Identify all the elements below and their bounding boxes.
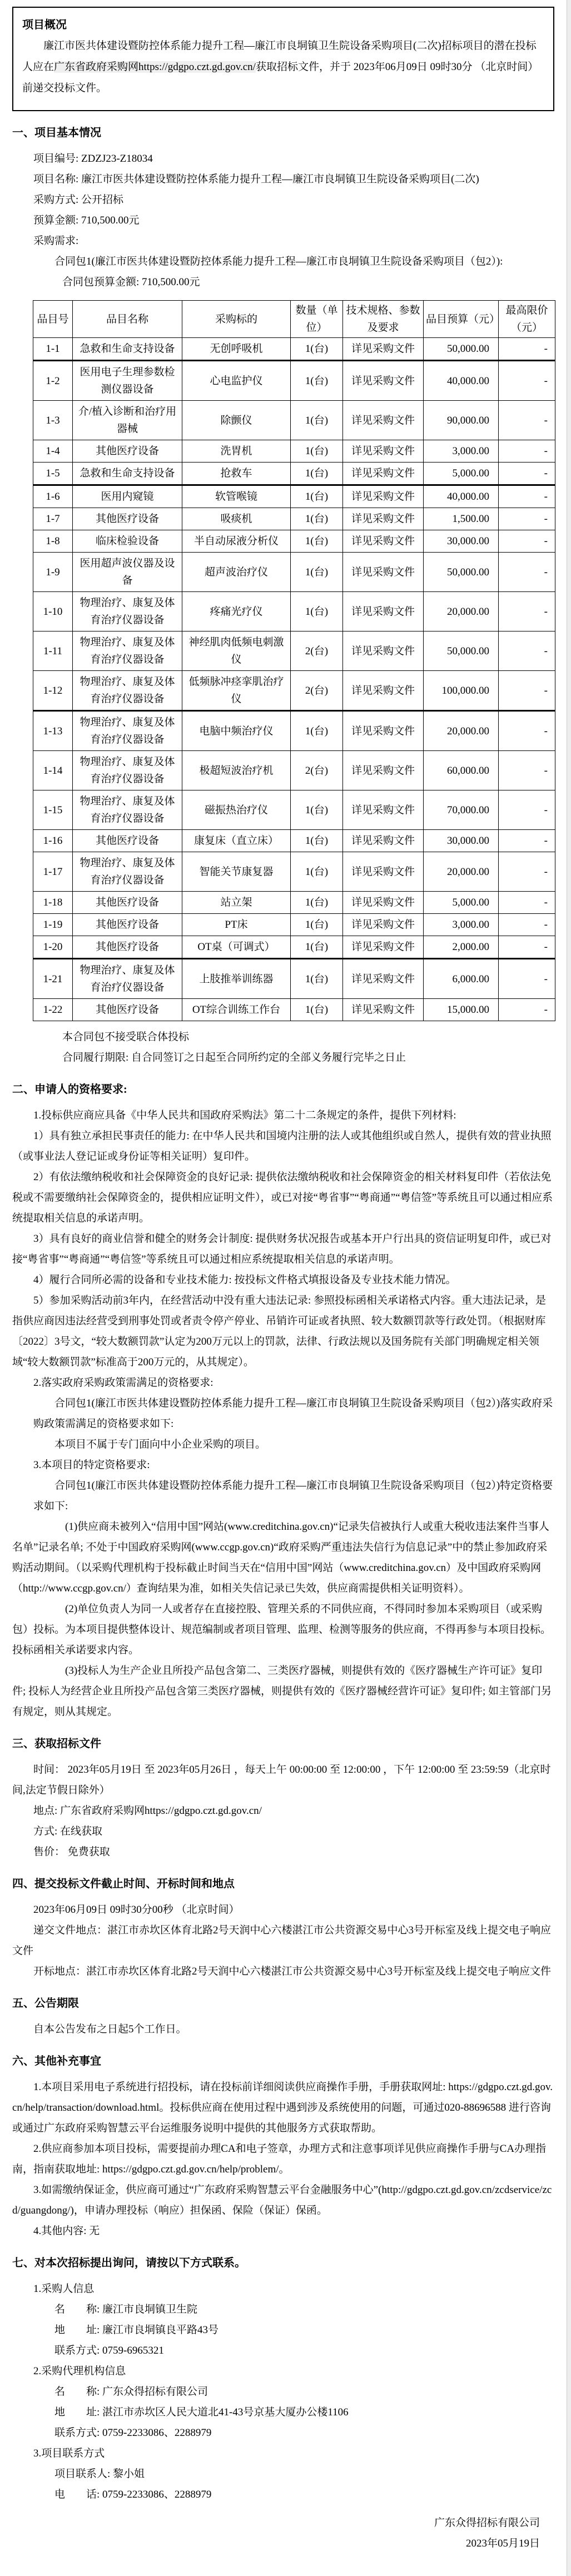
table-row <box>33 631 555 671</box>
cell-procurement-target: 抢救车 <box>182 463 291 485</box>
cell-quantity: 1(台) <box>291 485 343 508</box>
paragraph: (2)单位负责人为同一人或者存在直接控股、管理关系的不同供应商，不得同时参加本采购项目（或采购包）投标。为本项目提供整体设计、规范编制或者项目管理、监理、检测等服务的供应商，不得再参与本项目投标。投标函相关承诺要求内容。 <box>12 1603 552 1656</box>
paragraph: 自本公告发布之日起5个工作日。 <box>33 2023 187 2035</box>
paragraph: 1）具有独立承担民事责任的能力: 在中华人民共和国境内注册的法人或其他组织或自然人，提供有效的营业执照（或事业法人登记证或身份证等相关证明）复印件。 <box>12 1130 552 1162</box>
cell-quantity: 2(台) <box>291 631 343 671</box>
cell-spec: 详见采购文件 <box>343 711 424 751</box>
cell-budget: 3,000.00 <box>424 914 499 936</box>
items-table-header-row <box>33 301 555 338</box>
cell-item-name: 其他医疗设备 <box>73 892 182 914</box>
cell-max-price: - <box>499 463 555 485</box>
paragraph: 4）履行合同所必需的设备和专业技术能力: 按投标文件格式填报设备及专业技术能力情况。 <box>33 1274 456 1286</box>
cell-item-no: 1-14 <box>33 751 73 790</box>
cell-item-no: 1-10 <box>33 592 73 631</box>
cell-procurement-target: OT桌（可调式） <box>182 936 291 959</box>
cell-procurement-target: 洗胃机 <box>182 440 291 463</box>
table-row <box>33 592 555 631</box>
paragraph: 合同包1(廉江市医共体建设暨防控体系能力提升工程—廉江市良垌镇卫生院设备采购项目（包2）)落实政府采购政策需满足的资格要求如下: <box>33 1398 553 1430</box>
items-table-header-cell: 品目名称 <box>73 301 182 338</box>
cell-spec: 详见采购文件 <box>343 508 424 530</box>
items-table-header-cell: 品目预算（元） <box>424 301 499 338</box>
cell-procurement-target: 磁振热治疗仪 <box>182 790 291 830</box>
paragraph: (3)投标人为生产企业且所投产品包含第二、三类医疗器械，则提供有效的《医疗器械生产许可证》复印件; 投标人为经营企业且所投产品包含第三类医疗器械，则提供有效的《医疗器械经营许可证》复印件; 如主管部门另有规定，则从其规定。 <box>12 1665 552 1718</box>
cell-spec: 详见采购文件 <box>343 592 424 631</box>
paragraph: 4.其他内容: 无 <box>33 2225 100 2237</box>
paragraph: 1.本项目采用电子系统进行招投标，请在投标前详细阅读供应商操作手册，手册获取网址: https://gdgpo.czt.gd.gov.cn/help/transaction/download.html。投标供应商在使用过程中遇到涉及系统使用的问题，可通过020-88696588 进行咨询或通过广东政府采购智慧云平台运维服务说明中提供的其他服务方式获取帮助。 <box>12 2081 553 2134</box>
paragraph: 开标地点：湛江市赤坎区体育北路2号天润中心六楼湛江市公共资源交易中心3号开标室及线上提交电子响应文件 <box>33 1966 552 1977</box>
items-table-header-cell: 技术规格、参数及要求 <box>343 301 424 338</box>
cell-budget: 50,000.00 <box>424 553 499 592</box>
cell-budget: 15,000.00 <box>424 999 499 1021</box>
cell-procurement-target: 除颤仪 <box>182 401 291 440</box>
cell-quantity: 1(台) <box>291 508 343 530</box>
cell-max-price: - <box>499 671 555 711</box>
cell-budget: 20,000.00 <box>424 852 499 892</box>
cell-quantity: 1(台) <box>291 830 343 852</box>
cell-item-no: 1-15 <box>33 790 73 830</box>
agency-signature: 广东众得招标有限公司 <box>434 2517 540 2529</box>
cell-item-name: 物理治疗、康复及体育治疗仪器设备 <box>73 592 182 631</box>
cell-budget: 2,000.00 <box>424 936 499 959</box>
cell-quantity: 2(台) <box>291 751 343 790</box>
cell-max-price: - <box>499 592 555 631</box>
section1-paragraphs <box>12 148 554 292</box>
cell-spec: 详见采购文件 <box>343 999 424 1021</box>
cell-budget: 60,000.00 <box>424 751 499 790</box>
cell-max-price: - <box>499 936 555 959</box>
paragraph: 电 话: 0759-2233086、2288979 <box>54 2489 212 2500</box>
cell-item-no: 1-7 <box>33 508 73 530</box>
paragraph: 合同包1(廉江市医共体建设暨防控体系能力提升工程—廉江市良垌镇卫生院设备采购项目（包2）): <box>54 256 503 267</box>
table-row <box>33 830 555 852</box>
paragraph: 2023年06月09日 09时30分00秒 （北京时间） <box>33 1904 240 1916</box>
section6-paragraphs <box>12 2077 554 2241</box>
items-table-body <box>33 338 555 1021</box>
paragraph: 3.如需缴纳保证金，供应商可通过“广东政府采购智慧云平台金融服务中心”(http://gdgpo.czt.gd.gov.cn/zcdservice/zcd/guangdong/)，申请办理投标（响应）担保函、保险（保证）保函。 <box>12 2184 552 2216</box>
cell-quantity: 1(台) <box>291 338 343 361</box>
announcement-date: 2023年05月19日 <box>465 2538 540 2549</box>
cell-spec: 详见采购文件 <box>343 959 424 999</box>
section1-heading: 一、项目基本情况 <box>12 127 101 139</box>
cell-item-name: 物理治疗、康复及体育治疗仪器设备 <box>73 790 182 830</box>
cell-quantity: 1(台) <box>291 711 343 751</box>
table-row <box>33 914 555 936</box>
cell-spec: 详见采购文件 <box>343 830 424 852</box>
paragraph: 项目编号: ZDZJ23-Z18034 <box>33 153 153 165</box>
cell-item-no: 1-13 <box>33 711 73 751</box>
cell-item-no: 1-19 <box>33 914 73 936</box>
cell-procurement-target: 心电监护仪 <box>182 361 291 401</box>
table-row <box>33 671 555 711</box>
table-row <box>33 361 555 401</box>
paragraph: 递交文件地点：湛江市赤坎区体育北路2号天润中心六楼湛江市公共资源交易中心3号开标室及线上提交电子响应文件 <box>12 1924 552 1957</box>
cell-procurement-target: 超声波治疗仪 <box>182 553 291 592</box>
cell-item-no: 1-5 <box>33 463 73 485</box>
cell-procurement-target: 康复床（直立床） <box>182 830 291 852</box>
cell-procurement-target: 电脑中频治疗仪 <box>182 711 291 751</box>
cell-item-no: 1-4 <box>33 440 73 463</box>
cell-quantity: 1(台) <box>291 553 343 592</box>
paragraph: 采购方式: 公开招标 <box>33 194 124 206</box>
cell-budget: 50,000.00 <box>424 631 499 671</box>
cell-spec: 详见采购文件 <box>343 936 424 959</box>
cell-spec: 详见采购文件 <box>343 892 424 914</box>
paragraph: 时间： 2023年05月19日 至 2023年05月26日 ，每天上午 00:00:00 至 12:00:00 ，下午 12:00:00 至 23:59:59（北京时间,法定节假日除外） <box>12 1764 551 1796</box>
cell-max-price: - <box>499 999 555 1021</box>
cell-max-price: - <box>499 508 555 530</box>
paragraph: 采购需求: <box>33 235 79 247</box>
section2-paragraphs <box>12 1105 554 1722</box>
cell-budget: 1,500.00 <box>424 508 499 530</box>
cell-procurement-target: 半自动尿液分析仪 <box>182 530 291 553</box>
cell-quantity: 1(台) <box>291 999 343 1021</box>
cell-quantity: 1(台) <box>291 914 343 936</box>
cell-quantity: 1(台) <box>291 852 343 892</box>
overview-paragraph <box>22 36 544 99</box>
paragraph: 5）参加采购活动前3年内，在经营活动中没有重大违法记录: 参照投标函相关承诺格式内容。重大违法记录，是指供应商因违法经营受到刑事处罚或者责令停产停业、吊销许可证或者执照、较大数额罚款等行政处罚。（根据财库〔2022〕3号文，“较大数额罚款”认定为200万元以上的罚款，法律、行政法规以及国务院有关部门明确规定相关领域“较大数额罚款”标准高于200万元的，从其规定）。 <box>12 1295 547 1368</box>
paragraph: 方式: 在线获取 <box>33 1826 103 1837</box>
cell-quantity: 1(台) <box>291 790 343 830</box>
cell-spec: 详见采购文件 <box>343 671 424 711</box>
section3-heading: 三、获取招标文件 <box>12 1738 101 1750</box>
cell-max-price: - <box>499 530 555 553</box>
cell-item-name: 介/植入诊断和治疗用器械 <box>73 401 182 440</box>
items-table-header-cell: 数量（单位） <box>291 301 343 338</box>
cell-item-no: 1-16 <box>33 830 73 852</box>
cell-quantity: 2(台) <box>291 671 343 711</box>
cell-quantity: 1(台) <box>291 530 343 553</box>
cell-quantity: 1(台) <box>291 440 343 463</box>
cell-quantity: 1(台) <box>291 936 343 959</box>
cell-budget: 30,000.00 <box>424 530 499 553</box>
paragraph: 合同包预算金额: 710,500.00元 <box>62 276 200 288</box>
cell-max-price: - <box>499 751 555 790</box>
cell-spec: 详见采购文件 <box>343 790 424 830</box>
section5-paragraphs <box>12 2019 554 2040</box>
table-row <box>33 401 555 440</box>
table-row <box>33 440 555 463</box>
cell-budget: 20,000.00 <box>424 592 499 631</box>
cell-budget: 100,000.00 <box>424 671 499 711</box>
table-row <box>33 485 555 508</box>
signature-block <box>12 2513 554 2554</box>
cell-item-name: 其他医疗设备 <box>73 936 182 959</box>
table-row <box>33 852 555 892</box>
cell-max-price: - <box>499 338 555 361</box>
cell-procurement-target: 智能关节康复器 <box>182 852 291 892</box>
cell-procurement-target: 站立架 <box>182 892 291 914</box>
paragraph: 名 称: 广东众得招标有限公司 <box>54 2386 208 2398</box>
cell-budget: 30,000.00 <box>424 830 499 852</box>
overview-text-before-link: 廉江市医共体建设暨防控体系能力提升工程—廉江市良垌镇卫生院设备采购项目(二次)招标项目的潜在投标人应在 <box>22 40 537 73</box>
paragraph: 地点: 广东省政府采购网https://gdgpo.czt.gd.gov.cn/ <box>33 1805 262 1817</box>
paragraph: (1)供应商未被列入“信用中国”网站(www.creditchina.gov.cn)“记录失信被执行人或重大税收违法案件当事人名单”记录名单; 不处于中国政府采购网(www.ccgp.gov.cn)“政府采购严重违法失信行为信息记录”中的禁止参加政府采购活动期间。（以采购代理机构于投标截止时间当天在“信用中国”网站（www.creditchina.gov.cn）及中国政府采购网（http://www.ccgp.gov.cn/）查询结果为准，如相关失信记录已失效，供应商需提供相关证明资料）。 <box>12 1521 549 1594</box>
cell-spec: 详见采购文件 <box>343 440 424 463</box>
paragraph: 售价： 免费获取 <box>33 1846 110 1858</box>
cell-procurement-target: 吸痰机 <box>182 508 291 530</box>
cell-quantity: 1(台) <box>291 959 343 999</box>
cell-procurement-target: 无创呼吸机 <box>182 338 291 361</box>
paragraph: 合同包1(廉江市医共体建设暨防控体系能力提升工程—廉江市良垌镇卫生院设备采购项目（包2）)特定资格要求如下: <box>33 1480 553 1512</box>
cell-max-price: - <box>499 553 555 592</box>
cell-item-name: 医用超声波仪器及设备 <box>73 553 182 592</box>
cell-item-name: 急救和生命支持设备 <box>73 338 182 361</box>
paragraph: 本合同包不接受联合体投标 <box>62 1031 190 1043</box>
paragraph: 2.采购代理机构信息 <box>33 2365 126 2377</box>
cell-item-no: 1-12 <box>33 671 73 711</box>
cell-item-no: 1-1 <box>33 338 73 361</box>
cell-max-price: - <box>499 711 555 751</box>
cell-spec: 详见采购文件 <box>343 631 424 671</box>
cell-item-no: 1-18 <box>33 892 73 914</box>
paragraph: 地 址: 廉江市良垌镇良平路43号 <box>54 2324 219 2336</box>
cell-item-no: 1-17 <box>33 852 73 892</box>
items-table <box>33 300 555 1021</box>
cell-budget: 6,000.00 <box>424 959 499 999</box>
cell-max-price: - <box>499 631 555 671</box>
cell-spec: 详见采购文件 <box>343 751 424 790</box>
section7-heading: 七、对本次招标提出询问，请按以下方式联系。 <box>12 2257 246 2269</box>
paragraph: 联系方式: 0759-2233086、2288979 <box>54 2427 212 2439</box>
cell-item-name: 其他医疗设备 <box>73 508 182 530</box>
cell-procurement-target: OT综合训练工作台 <box>182 999 291 1021</box>
cell-max-price: - <box>499 892 555 914</box>
cell-item-name: 物理治疗、康复及体育治疗仪器设备 <box>73 959 182 999</box>
cell-max-price: - <box>499 790 555 830</box>
cell-max-price: - <box>499 959 555 999</box>
paragraph: 3.本项目的特定资格要求: <box>33 1459 150 1471</box>
cell-spec: 详见采购文件 <box>343 914 424 936</box>
paragraph: 合同履行期限: 自合同签订之日起至合同所约定的全部义务履行完毕之日止 <box>62 1052 406 1063</box>
table-row <box>33 959 555 999</box>
cell-item-no: 1-9 <box>33 553 73 592</box>
cell-procurement-target: 疼痛光疗仪 <box>182 592 291 631</box>
items-table-header-cell: 采购标的 <box>182 301 291 338</box>
paragraph: 项目名称: 廉江市医共体建设暨防控体系能力提升工程—廉江市良垌镇卫生院设备采购项目(二次) <box>33 173 479 185</box>
cell-procurement-target: 低频脉冲痉挛肌治疗仪 <box>182 671 291 711</box>
cell-quantity: 1(台) <box>291 463 343 485</box>
cell-item-no: 1-21 <box>33 959 73 999</box>
cell-item-name: 医用电子生理参数检测仪器设备 <box>73 361 182 401</box>
cell-spec: 详见采购文件 <box>343 553 424 592</box>
paragraph: 3.项目联系方式 <box>33 2448 105 2459</box>
overview-title: 项目概况 <box>22 19 67 31</box>
cell-procurement-target: 神经肌肉低频电刺激仪 <box>182 631 291 671</box>
table-row <box>33 508 555 530</box>
cell-item-name: 其他医疗设备 <box>73 830 182 852</box>
cell-budget: 40,000.00 <box>424 485 499 508</box>
cell-item-name: 医用内窥镜 <box>73 485 182 508</box>
cell-budget: 50,000.00 <box>424 338 499 361</box>
cell-budget: 5,000.00 <box>424 892 499 914</box>
section7-paragraphs <box>12 2279 554 2505</box>
table-row <box>33 553 555 592</box>
items-table-header-cell: 最高限价（元） <box>499 301 555 338</box>
table-row <box>33 892 555 914</box>
cell-item-name: 急救和生命支持设备 <box>73 463 182 485</box>
cell-quantity: 1(台) <box>291 892 343 914</box>
table-row <box>33 338 555 361</box>
section1-notes <box>12 1027 554 1068</box>
cell-item-no: 1-2 <box>33 361 73 401</box>
cell-max-price: - <box>499 852 555 892</box>
section3-paragraphs <box>12 1759 554 1862</box>
cell-max-price: - <box>499 914 555 936</box>
cell-spec: 详见采购文件 <box>343 463 424 485</box>
paragraph: 地 址: 湛江市赤坎区人民大道北41-43号京基大厦办公楼1106 <box>54 2406 349 2418</box>
project-overview-box <box>12 7 554 111</box>
cell-item-no: 1-22 <box>33 999 73 1021</box>
cell-item-name: 物理治疗、康复及体育治疗仪器设备 <box>73 671 182 711</box>
paragraph: 3）具有良好的商业信誉和健全的财务会计制度: 提供财务状况报告或基本开户行出具的资信证明复印件，或已对接“粤省事”“粤商通”“粤信签”等系统且可以通过相应系统提取相关信息的承诺声明。 <box>12 1233 552 1265</box>
cell-spec: 详见采购文件 <box>343 361 424 401</box>
cell-item-name: 其他医疗设备 <box>73 914 182 936</box>
table-row <box>33 999 555 1021</box>
cell-item-name: 物理治疗、康复及体育治疗仪器设备 <box>73 631 182 671</box>
procurement-site-link[interactable]: 广东省政府采购网https://gdgpo.czt.gd.gov.cn/ <box>54 61 256 73</box>
paragraph: 2.落实政府采购政策需满足的资格要求: <box>33 1377 213 1389</box>
section4-paragraphs <box>12 1899 554 1982</box>
cell-item-no: 1-6 <box>33 485 73 508</box>
cell-quantity: 1(台) <box>291 361 343 401</box>
cell-item-no: 1-3 <box>33 401 73 440</box>
cell-quantity: 1(台) <box>291 592 343 631</box>
cell-max-price: - <box>499 361 555 401</box>
table-row <box>33 463 555 485</box>
cell-procurement-target: 上肢推举训练器 <box>182 959 291 999</box>
cell-budget: 20,000.00 <box>424 711 499 751</box>
cell-procurement-target: PT床 <box>182 914 291 936</box>
cell-spec: 详见采购文件 <box>343 401 424 440</box>
cell-procurement-target: 极超短波治疗机 <box>182 751 291 790</box>
overview-text-after-link: 获取招标文件，并于 2023年06月09日 09时30分 （北京时间）前递交投标文件。 <box>22 61 539 94</box>
table-row <box>33 530 555 553</box>
cell-spec: 详见采购文件 <box>343 338 424 361</box>
cell-max-price: - <box>499 440 555 463</box>
cell-budget: 5,000.00 <box>424 463 499 485</box>
cell-budget: 40,000.00 <box>424 361 499 401</box>
paragraph: 名 称: 廉江市良垌镇卫生院 <box>54 2304 198 2315</box>
cell-budget: 90,000.00 <box>424 401 499 440</box>
cell-max-price: - <box>499 485 555 508</box>
paragraph: 1.投标供应商应具备《中华人民共和国政府采购法》第二十二条规定的条件，提供下列材料: <box>33 1110 456 1121</box>
cell-item-name: 物理治疗、康复及体育治疗仪器设备 <box>73 751 182 790</box>
cell-item-no: 1-20 <box>33 936 73 959</box>
section6-heading: 六、其他补充事宜 <box>12 2055 101 2067</box>
cell-item-no: 1-11 <box>33 631 73 671</box>
cell-item-name: 物理治疗、康复及体育治疗仪器设备 <box>73 711 182 751</box>
paragraph: 1.采购人信息 <box>33 2283 95 2295</box>
section5-heading: 五、公告期限 <box>12 1997 79 2010</box>
paragraph: 联系方式: 0759-6965321 <box>54 2345 164 2356</box>
cell-quantity: 1(台) <box>291 401 343 440</box>
cell-item-name: 其他医疗设备 <box>73 440 182 463</box>
paragraph: 预算金额: 710,500.00元 <box>33 215 140 226</box>
cell-item-no: 1-8 <box>33 530 73 553</box>
table-row <box>33 790 555 830</box>
cell-item-name: 物理治疗、康复及体育治疗仪器设备 <box>73 852 182 892</box>
paragraph: 2.供应商参加本项目投标，需要提前办理CA和电子签章，办理方式和注意事项详见供应商操作手册与CA办理指南，指南获取地址: https://gdgpo.czt.gd.gov.cn/help/problem/。 <box>12 2143 547 2175</box>
cell-budget: 70,000.00 <box>424 790 499 830</box>
cell-spec: 详见采购文件 <box>343 485 424 508</box>
section4-heading: 四、提交投标文件截止时间、开标时间和地点 <box>12 1878 235 1890</box>
cell-procurement-target: 软管喉镜 <box>182 485 291 508</box>
cell-item-name: 临床检验设备 <box>73 530 182 553</box>
paragraph: 项目联系人: 黎小姐 <box>54 2468 145 2480</box>
cell-budget: 3,000.00 <box>424 440 499 463</box>
cell-max-price: - <box>499 830 555 852</box>
table-row <box>33 936 555 959</box>
cell-item-name: 其他医疗设备 <box>73 999 182 1021</box>
cell-max-price: - <box>499 401 555 440</box>
table-row <box>33 711 555 751</box>
items-table-header-cell: 品目号 <box>33 301 73 338</box>
paragraph: 本项目不属于专门面向中小企业采购的项目。 <box>54 1439 266 1450</box>
cell-spec: 详见采购文件 <box>343 530 424 553</box>
section2-heading: 二、申请人的资格要求: <box>12 1083 127 1096</box>
cell-spec: 详见采购文件 <box>343 852 424 892</box>
table-row <box>33 751 555 790</box>
paragraph: 2）有依法缴纳税收和社会保障资金的良好记录: 提供依法缴纳税收和社会保障资金的相关材料复印件（若依法免税或不需要缴纳社会保障资金的，提供相应证明文件），或已对接“粤省事”“粤商通”“粤信签”等系统且可以通过相应系统提取相关信息的承诺声明。 <box>12 1171 553 1224</box>
